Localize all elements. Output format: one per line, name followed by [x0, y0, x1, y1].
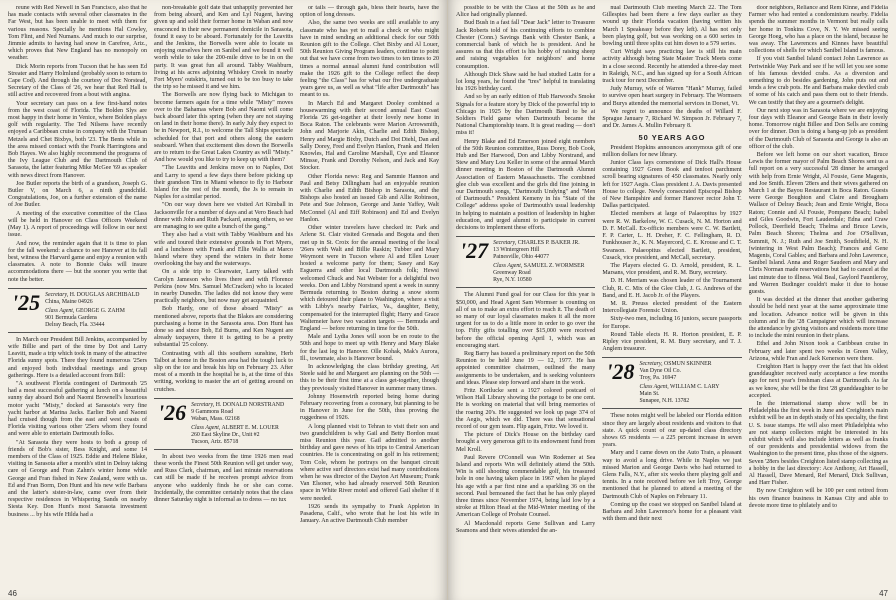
paragraph: Junior Class lays cornerstone of Dick Hall's House containing 1927 Green Book and tenfoot parchment scroll bearing signatures of 450 classmates. Nearly only left for 1927 Aegis. Class president J. A. Davis presented House to college. Newly consecrated Episcopal Bishop of New Hampshire and former Hanover rector John T. Dallas participated.: [602, 160, 742, 210]
paragraph: Henry Blake and Ed Emerson joined eight members of the 50th Reunion committee, Russ Dorey, Bob Cook, Hub and Ber Harwood, Don and Libby Norstrand, and Stew and Mary Lou Keller in some of the annual March dinner meeting in Boston of the Dartmouth Alumni Association of Eastern Massachusetts. The combined glee club was excellent and the girls did fine joining in our Dartmouth songs, "Dartmouth Undying" and "Men of Dartmouth." President Kemeny in his "State of the College" address spoke of Dartmouth's usual leadership in helping to maintain a position of leadership in higher education, and urged alumni to participate in current decisions to implement these efforts.: [456, 138, 596, 232]
paragraph: In March our President Bill Jenkins, accompanied by wife Billie and part of the time by Dot and Larry Leavitt, made a trip which took in many of the attractive Florida sunny spots. There they found numerous '25ers and enjoyed both individual meetings and group gatherings. Here is a detailed account from Bill:: [8, 336, 147, 379]
paragraph: The picture of Dick's House on the birthday card brought a very generous gift to its endowment fund from Mel Kroll.: [456, 432, 596, 453]
page-number: 46: [8, 589, 17, 598]
paragraph: President Hopkins announces anonymous gift of one million dollars for new library.: [602, 144, 742, 158]
paragraph: Bob Hardy, one of those aboard "Misty" as mentioned above, reports that the Blakes are considering purchasing a home in the Sarasota area. Don Hunt has done so and since Bob, Ed Burns, and Ken Nugent are already taxpayers, there it is getting to be a pretty substantial '25 colony.: [154, 306, 293, 349]
class-header-26: [154, 398, 293, 450]
paragraph: In the international stamp show will be in Philadelphia the first week in June and Creighton's main exhibit will be an in depth study of his specialty, the first U. S. issue stamps. He will also meet Philadelphia who are not stamp collectors might be interested in his exhibit which will also include letters as well as franks of our presidents and presidential widows from the Washington to the present time, plus those of the signers. Seven '28ers besides Creighton listed stamp collecting as a hobby in the last directory: Ace Anthony, Art Hassell, Al Hassell, Dave Menard, Ref Menard, Dick Sullivan, and Harr Fisher.: [748, 400, 888, 487]
paragraph: Contrasting with all this southern sunshine, Herb Talbot at home in the Boston area had the tough luck to slip on the ice and break his hip on February 23. After most of a month in the hospital he is, at the time of this writing, working to master the art of getting around on crutches.: [154, 350, 293, 393]
class-contact: Secretary, OSMUN SKINNER Van Dyne Oil Co. Troy, Pa. 16947 Class Agent, WILLIAM C. LARY Main St. Sunapee, N.H. 13782: [639, 361, 720, 405]
left-col-2: [154, 5, 293, 583]
paragraph: Al Macdonald reports Gene Sullivan and Larry Seamons and their wives attended the an-: [456, 520, 596, 534]
paragraph: non-breakable golf date that unhappily prevented her from being aboard, and Ken and Lyl Nugent, having given up and sold their former home in Waban and now ensconced in their new permanent domicile in Sarasota, found it easy to be aboard. Fortunately for the Leavitts and the Jenkins, the Borwells were able to locate us enjoying ourselves here on Sanibel and we found it well worth while to take the 200-mile drive to be in on the party. It was great fun all around. Tabby Washburn, living at his acres adjoining Whiskey Creek in nearby Fort Myers' outskirts, turned out to be too busy to take the trip so he missed it and we him.: [154, 5, 293, 91]
paragraph: It was decided at the dinner that another gathering should be held next year at the same approximate time and location. Advance notice will be given in this column and in the '28 Campaigner which will increase the attendance by giving visitors and residents more time to include the mini reunion in their plans.: [748, 297, 888, 340]
paragraph: The Alumni Fund goal for our Class for this year is $50,000, and Head Agent Sam Wormser is counting on all of us to make an extra effort to reach it. The death of so many of our loyal classmates makes it all the more urgent for us to do a little more in order to go over the top. Fifty gifts totalling over $15,000 were received before the official opening April 1, which was an encouraging start.: [456, 292, 596, 349]
class-year: '25: [12, 289, 41, 315]
paragraph: In acknowledging the class birthday greeting, Art Steele said he and Margaret are planning on the 50th — this to be their first time at a class get-together, though they previously visited Hanover in summer many times.: [300, 363, 439, 392]
section-heading: 50 YEARS AGO: [638, 133, 706, 143]
paragraph: Fritz Kortlucke sent a 1927 colored postcard of Wilson Hall Library showing the portage to be one cent. He is working on material that will bring memories of the roaring 20's. He suggested we look up page 374 of the Aegis, which we did. There was that sensational record of our gym team. Flip again, Fritz. We loved it.: [456, 387, 596, 430]
page-number: 47: [879, 589, 888, 598]
paragraph: Male and Lydia Jones will soon be en route to the 50th and hope to meet up with Henry and Mary Blake for the last leg to Hanover. Olle Kohak, Mak's Aurora, Ill., townmate, also is Hanover bound.: [300, 334, 439, 362]
paragraph: The Borwells are now flying back to Michigan to become farmers again for a time while "Misty" moves over to the Bahamas where Bob and Naomi will come back aboard later this spring (when they are not staying on land in their home there). In early July they expect to be in Newport, R.I., to welcome the Tall Ships spectacle scheduled for that port and others along the eastern seaboard. When that excitement dies down the Borwells are to return to the Great Lakes Country as will "Misty." And how would you like to try to keep up with them?: [154, 92, 293, 164]
class-year: '27: [460, 238, 489, 264]
paragraph: Dick Morin reports from Tucson that he has seen Ed Streater and Harry Holmlund (probably soon to return to Cape Cod). And through the courtesy of Doc Norstead, Secretary of the Class of '26, we hear that Red Hall is still active and recovered from a bout with angina.: [8, 63, 147, 99]
paragraph: Before we left home on our short vacation, Bruce Lewis the former mayor of Palm Beach Shores sent us a full report on a very successful '28 dinner he arranged with help from Ernie Wright, Al Fousie, Gene Magenis, and Joe Smith. Eleven '28ers and their wives gathered on March 1 at the Bayou Restaurant in Boca Raton. Guests were George Boughton and Claire and Brougham Wallace of Delray Beach; Jean and Ernie Wright, Boca Raton; Connie and Al Fousie, Pompano Beach; Isabel and Giles Goodwin, Fort Lauderdale; Edna and Craw Pollock, Deerfield Beach; Thelma and Bruce Lewis, Palm Beach Shores; Thelma and Joe O'Sullivan, Summit, N. J.; Ruth and Joe Smith, Southfield, N. H. (wintering in West Palm Beach); Frances and Gene Magenis, Coral Gables; and Barbara and John Lawrence, Sanibel Island. Anna and Roger Saudeen and Mary and Chris Norman made reservations but had to cancel at the last minute due to illness. Wal Beal, Gaylord Fauntleroy, and Warren Budinger couldn't make it due to house guests.: [748, 152, 888, 295]
paragraph: Bud Bush in a fast fall "Dear Jack" letter to Treasurer Jack Roberts told of his continuing efforts to combine Chester (Conn.) Savings Bank with Chester Bank, a commercial bank of which he is president. And he assures us that this effort is his hobby of raising sheep and raising vegetables for neighbors' and home consumption.: [456, 20, 596, 70]
paragraph: Although Dick Shaw said he had studied Latin for a lot long years, he found the "tres" helpful in translating his 1926 birthday card.: [456, 71, 596, 93]
paragraph: They also had a visit with Tabby Washburn and his wife and toured their extensive grounds in Fort Myers, and a luncheon with Frank and Ellie Wallis at Marco Island where they spend the winters in their home overlooking the bay and the waterways.: [154, 232, 293, 268]
paragraph: These notes might well be labeled our Florida edition since they are largely about residents and visitors to that state. A quick count of our up-dated class directory shows 65 residents — a 225 percent increase in seven years.: [602, 413, 742, 449]
paragraph: The Players elected G. D. Arnold, president, R. L. Marsans, vice president, and R. M. Bury, secretary.: [602, 262, 742, 277]
paragraph: door neighbors, Reliance and Rem Kinne, and Fidelia Farmer who had rented a condominium nearby. Fidelia spends the summer months in Vermont but really calls her home in Tonkins Cove, N. Y. We missed seeing George Hoeg, who has a place on the island, because he was away. The Lawrences and Kinnes have beautiful collections of shells for which Sanibel Island is famous.: [748, 5, 888, 55]
paragraph: Other Florida news: Reg and Sammie Hannon and Paul and Betsy Dillingham had an enjoyable reunion with Charlie and Edith Bishop in Sarasota, and the Bishops also hosted an issued Gib and Allie Robinson, Pete and Sue Johnson, George and Janie Yaffey, Walt McConnel (Al and Eiff Robinson) and Ed and Evelyn Hanlon.: [300, 173, 439, 223]
class-header-27: [456, 236, 595, 288]
paragraph: "The Leavitts and Jenkins move on to Naples, Dot and Larry to spend a few days there before picking up their grandson Tim in Miami whence to fly to Harbour Island for the rest of the month, the Js to remain in Naples for a similar period.: [154, 165, 293, 201]
paragraph: Paul Revere O'Connell was Win Rodemer at Sea Island and reports Win will definitely attend the 50th. Win is still shooting commendable golf, his treasured hole in one having taken place in 1967 when he played his age with a par first nine and a sparkling 36 on the second. Paul bemoaned the fact that he has only played three times since November 1974, being laid low by a stroke at Hilton Head at the Mid-Winter meeting of the American College of Probate Counsel.: [456, 454, 596, 519]
paragraph: A long planned visit to Tehran to visit their son and two grandchildren is why Gail and Betty Bordon must miss Reunion this year. Gail admitted to another birthday and gave news of his trips to Central American countries. He is concentrating on golf in his retirement; Tom Cole, whom he portrays on the banquet circuit where active surf directors exist had many contributions when he was director of the Dayton Art Museum; Frank Van Elsoner, who had already reserved 50th Reunion space in White River motel and offered Gail shelter if it were needed.: [300, 423, 439, 502]
class-contact: Secretary, CHARLES P. BAKER JR. 13 Wintergreen Hill Painesville, Ohio 44077 Class Agent, SAMUEL Z. WORMSER Greenway Road Rye, N.Y. 10580: [493, 240, 585, 284]
paragraph: reune with Red Newell in San Francisco, also that he has made contacts with several other classmates in the Far West, but has been unable to meet with them for various reasons. Specially he mentions Hal Cowley, Tom Flint, and Ned Numans. And much to our surprise, Jimmie admits to having had snow in Carefree, Ariz., which proves that New England has no monopoly on weather.: [8, 5, 147, 62]
paragraph: Creighton Hart is happy over the fact that his oldest granddaughter received early acceptance a few months ago for next year's freshman class at Dartmouth. As far as we know, she will be the first '28 granddaughter to be accepted.: [748, 363, 888, 399]
class-header-28: [602, 357, 741, 409]
paragraph: Also, the same two weeks are still available to any classmate who has yet to mail a check or who might have in mind sending an additional check for our 50th Reunion gift to the College. Chet Bixby and Al Louer, 50th Reunion Giving Program leaders, continue to point out that we have come from two times to ten times to 20 times a normal annual alumni fund contribution will make the 1926 gift to the College reflect the deep feeling "the Class" has for what our five undergraduate years gave us, as well as what "life after Dartmouth" has meant to us.: [300, 20, 439, 99]
right-col-1: [456, 5, 595, 583]
paragraph: Johnny Hosenwirth reported being home during February recovering from a coronary, but planning to be in Hanover in June for the 50th, thus proving the ruggedness of 1926.: [300, 393, 439, 422]
paragraph: possible to be with the Class at the 50th as he and Alice had originally planned.: [456, 5, 596, 19]
paragraph: Your secretary can pass on a few first-hand notes from the west coast of Florida. The Bolden Slys are most happy in their home in Venice, where Bolden plays golf with regularity. The Ted Nilsens have recently enjoyed a Caribbean cruise in company with the Truman Metzels and Chet Bixbys, both '23. The Bents while in the area missed contact with the Frank Harringtons and Bob Hayes. We also highly recommend the programs of the Ivy League Club and the Dartmouth Club of Sarasota, the latter featuring Mike McGee '69 as speaker with news direct from Hanover.: [8, 100, 147, 179]
paragraph: Our next stop was in Sarasota where we are enjoying four days with Eleanor and George Bain in their lovely home. Tomorrow night Billee and Don Sells are coming over for dinner. Don is doing a bang-up job as president of the Dartmouth Club of Sarasota and George is also an officer of the club.: [748, 107, 888, 150]
paragraph: "On our way down here we visited Art Kimball in Jacksonville for a number of days and at Vero Beach had dinner with John and Ruth Packard, among others, so we are managing to see quite a bunch of the gang.": [154, 202, 293, 231]
paragraph: We regret to announce the deaths of Willard F. Sprague January 7, Richard W. Simpson Jr. February 7, and Dr. James A. Mullin February 8.: [602, 108, 742, 130]
paragraph: Mary and I came down on the Auto Train, a pleasant way to avoid a long drive. While in Naples we just missed Marion and George Davis who had returned to Glens Falls, N.Y., after six weeks there playing golf and tennis. In a note received before we left Troy, George mentioned that he planned to attend a meeting of the Dartmouth Club of Naples on February 11.: [602, 450, 742, 500]
right-col-2: [602, 5, 741, 583]
class-contact: Secretary, H. DOUGLAS ARCHIBALD China, Maine 04926 Class Agent, GEORGE G. ZAHM 901 Bermuda Gardens Delray Beach, Fla. 33444: [45, 291, 140, 328]
paragraph: nual Dartmouth Club meeting March 22. The Tom Gillespies had been there a few days earlier as they wound up their Florida vacation (having written his March 1 Speakeasy before they left). Al has not only been playing golf, but was working on a 600 series in bowling until three splits cut him down to a 579 series.: [602, 5, 742, 48]
paragraph: Other winter travelers have checked in: Park and Arlene St. Clair visited Grenada and Bogota and then met up in St. Croix for the annual meeting of the local '26ers with Walt and Billie Raskin; Tubber and Mary Weymont were in Tucson where Al and Ellen Louer hosted a welcome party for them; Sasey and Kay Esguerra and other local Dartmouth folk; Hewsi welcomed Chuck and Nat Webster for a delightful two weeks. Don and Libby Norstrand spent a week in sunny Bermuda returning to Boston during a snow storm which detoured their plane to Washington, where a visit with Libby's nearby Fairfax, Va., daughter, Betty, compensated for the interrupted flight; Harry and Grace Waltemeier have two vacation targets — Bermuda and England — before returning in time for the 50th.: [300, 225, 439, 332]
right-page-columns: [456, 5, 888, 583]
class-year: '28: [606, 359, 635, 385]
left-col-3: [300, 5, 439, 583]
right-page: [448, 0, 896, 600]
paragraph: "A southwest Florida contingent of Dartmouth '25 had a most successful gathering at lunch on a beautiful sunny day aboard Bob and Naomi Brownell's luxurious motor yacht "Misty," docked at Sarasota's very fine yacht harbor at Marina Jacks. Earlier Bob and Naomi had cruised though from the east and west coasts of Florida visiting various other '25ers whom they found and were able to entertain Dartmouth folks.: [8, 380, 147, 438]
paragraph: M. R. Preuss elected president of the Eastern Intercollegiate Forensic Union.: [602, 300, 742, 315]
paragraph: A meeting of the executive committee of the Class will be held in Hanover on Class Officers Weekend (May 1). A report of proceedings will follow in our next issue.: [8, 210, 147, 239]
paragraph: Sixty-two men, including 16 juniors, secure passports for Europe.: [602, 316, 742, 330]
paragraph: Elected members at large of Palaeopitus by 1927 were R. W. Barkelow, W. C. Cusack, N. M. Horton and D. F. McCall. Ex-officio members were C. W. Bartlett, F. P. Carter, L. H. Dreher, F. C. Fellingham, R. D. Funkhouser Jr., K. N. Mayercord, C. E. Krouse and C. T. Swanson. Palaeopitus elected Bartlett, president, Cusack, vice president, and McCall, secretary.: [602, 211, 742, 261]
paragraph: In March Ed and Margaret Dooley combined a housewarming with their second annual East Coast Florida '26 get-together at their lovely new home in Boca Raton. The celebrants were Marion Arrowsmith, John and Marjorie Akin, Charlie and Edith Bishop, Henry and Margie Bixby, Dutch and Dot Diehl, Dan and Sally Dorey, Fred and Evelyn Hanlon, Frank and Helen Knowles, Hal and Caroline Marshall, Cye and Eleanor Minsse, Frank and Dorothy Nelson, and Jack and Kay Stocker.: [300, 100, 439, 172]
left-col-1: [8, 5, 147, 583]
paragraph: On a side trip to Clearwater, Larry talked with Carolyn Jameson who lives there and with Florence Perkins (now Mrs. Samuel McCracken) who is located in nearby Dunedin. The ladies did not know they were practically neighbors, but now may get acquainted.: [154, 269, 293, 305]
paragraph: or tails — through gals, bless their hearts, have the option of long dresses.: [300, 5, 439, 19]
paragraph: 1926 sends its sympathy to Frank Appleton in Pasadena, Calif., who wrote that he lost his wife in January. An active Dartmouth Club member: [300, 503, 439, 525]
paragraph: And so by an early edition of Hub Harwood's Smoke Signals for a feature story by Dick of the powerful trip to Chicago in 1925 by the Dartmouth Band to be at Soldiers Field game when Dartmouth became the National Championship team. It is great reading — don't miss it!: [456, 94, 596, 137]
class-header-25: [8, 288, 147, 333]
right-col-3: [749, 5, 888, 583]
paragraph: Round Table elects H. R. Horton president, E. P. Ripley vice president, R. M. Bury secretary, and T. J. Anglem treasurer.: [602, 331, 742, 353]
paragraph: If you visit Sanibel Island contact John Lawrence as Periwinkle Way Park and see if he will let you see some of his famous devided crabs. As a diversion and something to do besides gardening, John puts out and tends a few crab pots. He and Barbara make deviled crab of some of his catch and pass them out to their friends. We can testify that they are a gourmet's delight.: [748, 56, 888, 106]
class-contact: Secretary, H. DONALD NORSTRAND 9 Gammons Road Waban, Mass. 02168 Class Agent, ALBERT E. M. LOUER 260 East Skyline Dr., Unit #2 Tucson, Ariz. 85718: [191, 401, 285, 445]
paragraph: Reg Barry has issued a preliminary report on the 50th Reunion to be held June 19 — 12, 1977. He has appointed committee chairmen, outlined the many assignments to be undertaken, and is seeking volunteers and ideas. Please step forward and share in the work.: [456, 350, 596, 386]
paragraph: Ethel and John Nixon took a Caribbean cruise in February and later spent two weeks in Green Valley, Arizona, while Fran and Jack Kenerson were there.: [748, 341, 888, 362]
left-page-columns: [8, 5, 439, 583]
paragraph: In about two weeks from the time 1926 men read these words the Finest 50th Reunion will get under way, and Russ Clark, chairman, and last minute reservations can still be made if he receives prompt advice from anyone who suddenly finds he or she can come. Incidentally, the committee certainly notes that the class dinner Saturday night is informal as to dress — no tux: [154, 453, 293, 503]
paragraph: Curt Wright says practicing law is still his main activity although being State Master Track Meets come in a close second. Recently he attended a three-day meet in Raleigh, N.C., and has signed up for a South African track tour for next December.: [602, 49, 742, 85]
paragraph: D. H. Merriam was chosen leader of the Tournament Club, R. C. Mix of the Glee Club, J. G. Andrews of the Band, and E. H. Jacob Jr. of the Players.: [602, 278, 742, 299]
paragraph: By now Creighton will be 100 per cent retired from his own finance business in Kansas City and able to devote more time to philately and to: [748, 488, 888, 509]
paragraph: "At Sarasota they were hosts to both a group of friends of Bob's sister, Bess Knight, and some 14 members of the Class of 1925. Eddie and Helene Blake, visiting in Sarasota after a month's stint in Delray taking care of George and Fran Zahm's winter home while George and Fran fished in New Zealand, were with us. Ed and Fran Borm, Don Hunt and his new wife Barbara and the latter's sister-in-law, came over from their respective residences in Whispering Sands on nearby Siesta Key. Don Hunt's most Sarasota investment business ... by his wife Hilda had a: [8, 439, 147, 518]
paragraph: Coming up the coast we stopped on Sanibel Island at Barbara and John Lawrence's home for a pleasant visit with them and their next: [602, 501, 742, 523]
paragraph: Joe Butler reports the birth of a grandson, Joseph G. Butler V, on March 6, a ninth grandchild. Congratulations, Joe, on a further extension of the name of Joe Butler.: [8, 180, 147, 209]
paragraph: And now, the reminder again that it is time to plan for the fall weekend: a chance to see Hanover at its fall best, witness the Harvard game and enjoy a reunion with classmates. A note to Bonnie Oaks will insure accommodations there — but the sooner you write that note the better.: [8, 240, 147, 283]
class-year: '26: [158, 399, 187, 425]
paragraph: Judy Murray, wife of Warren "Hank" Murray, failed to survive open heart surgery in February. The Wormsers and Burys attended the memorial services in Dorset, Vt.: [602, 86, 742, 107]
